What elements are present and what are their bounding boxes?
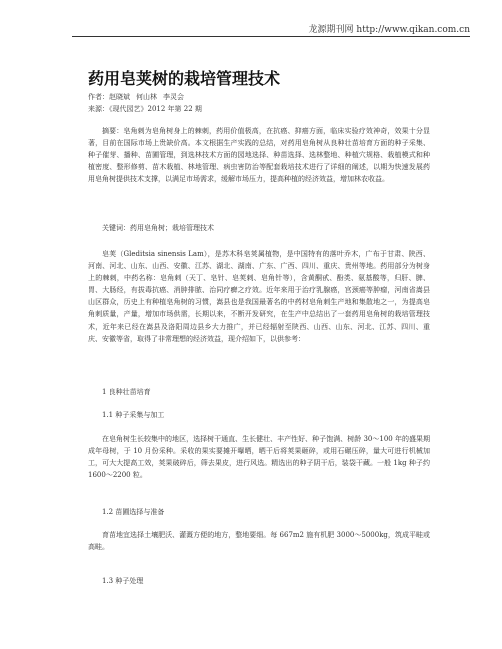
intro-block bbox=[88, 248, 430, 345]
authors-label: 作者： bbox=[88, 93, 109, 101]
source-value: 《现代园艺》2012 年第 22 期 bbox=[109, 105, 202, 113]
site-header[interactable]: 龙源期刊网 http://www.qikan.com.cn bbox=[308, 25, 470, 35]
intro-paragraph: 皂荚（Gleditsia sinensis Lam），是苏木科皂荚属植物，是中国特有的落叶乔木，广布于甘肃、陕西、河南、河北、山东、山西、安徽、江苏、湖北、湖南、广东、广西、四川、重庆、贵州等地。药用部分为树身上的棘刺，中药名称：皂角刺（天丁、皂针、皂荚刺、皂角针等），含黄酮甙、酚类、氨基酸等，归肝、脾、胃、大肠经，有拔毒抗癌、消肿排脓、治同疗癣之疗效。近年来用于治疗乳腺癌，宫颈癌等肿瘤，河南省嵩县山区群众，历史上有种植皂角树的习惯，嵩县也是我国最著名的中药材皂角刺生产地和集散地之一，为提高皂角刺质量，产量，增加市场供需，长期以来，不断开发研究，在生产中总结出了一套药用皂角树的栽培管理技术，近年来已经在嵩县及洛阳周边县乡大力推广，并已经辐射至陕西、山西、山东、河北、江苏、四川、重庆、安徽等省，取得了非常理想的经济效益，现介绍如下，以供参考： bbox=[88, 250, 430, 343]
abstract-block bbox=[88, 125, 430, 185]
author-name: 赵晓斌 bbox=[109, 93, 130, 101]
article-title: 药用皂荚树的栽培管理技术 bbox=[88, 69, 281, 88]
author-name: 何山林 bbox=[136, 93, 157, 101]
subsection-heading: 1.1 种子采集与加工 bbox=[102, 411, 165, 419]
author-line bbox=[88, 92, 184, 102]
header-divider bbox=[72, 36, 470, 37]
section-heading: 1 良种壮苗培育 bbox=[102, 388, 151, 396]
section-1-1-block bbox=[88, 433, 430, 481]
source-line bbox=[88, 104, 202, 114]
subsection-heading: 1.3 种子处理 bbox=[102, 577, 144, 585]
section-1-2-paragraph: 育苗地宜选择土壤肥沃、灌溉方便的地方，整地要细。每 667m2 施有机肥 3000～5000kg，筑成平畦或高畦。 bbox=[88, 531, 430, 552]
abstract-paragraph: 摘要：皂角刺为皂角树身上的棘刺，药用价值极高，在抗癌、抑癌方面，临床实验疗效神奇，效果十分显著，目前在国际市场上贵缺价高。本文根据生产实践的总结，对药用皂角树从良种壮苗培育方面的种子采集、种子催芽、播种、苗圃管理，到选林技术方面的园地选择、种苗选择、选林整地、种植穴规格、栽植模式和种植密度、整形修剪、苗木栽植、林地管理、病虫害防治等配套栽培技术进行了详细的阐述，以期为快速发展药用皂角树提供技术支撑，以满足市场需求，缓解市场压力，提高种植的经济效益，增加林农收益。 bbox=[88, 127, 430, 184]
section-1-2-block bbox=[88, 529, 430, 553]
source-label: 来源： bbox=[88, 105, 109, 113]
author-name: 李灵会 bbox=[163, 93, 184, 101]
section-1-1-paragraph: 在皂角树生长较集中的地区，选择树干通直、生长健壮、丰产性好、种子饱满、树龄 30～100 年的盛果期成年母树，于 10 月份采种。采收的果实要摊开曝晒，晒干后将荚果砸碎，或用石碾压碎，量大可进行机械加工，可大大提高工效，荚果破碎后，筛去果皮，进行风选。精选出的种子阴干后，装袋干藏。一般 1kg 种子约 1600～2200 粒。 bbox=[88, 435, 430, 480]
subsection-heading: 1.2 苗圃选择与准备 bbox=[102, 508, 165, 516]
keywords-paragraph: 关键词：药用皂角树；栽培管理技术 bbox=[102, 224, 214, 232]
keywords-block bbox=[88, 222, 430, 234]
